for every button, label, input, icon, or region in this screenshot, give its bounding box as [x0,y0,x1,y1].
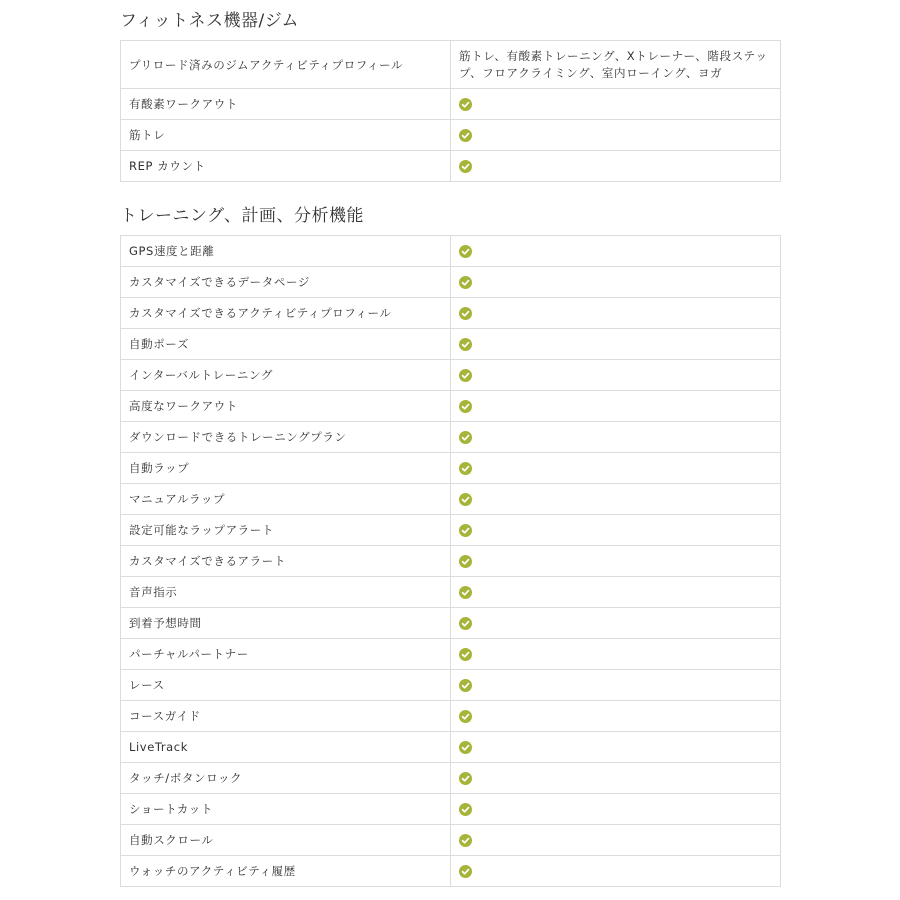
row-label: カスタマイズできるアクティビティプロフィール [121,298,451,329]
row-label: 到着予想時間 [121,608,451,639]
table-row [121,41,781,89]
row-value [451,701,781,732]
row-label: 自動スクロール [121,825,451,856]
section-title-training: トレーニング、計画、分析機能 [120,206,364,226]
check-circle-icon [459,245,472,258]
table-row [121,120,781,151]
check-circle-icon [459,586,472,599]
check-circle-icon [459,338,472,351]
row-label: ショートカット [121,794,451,825]
row-value [451,298,781,329]
row-label: コースガイド [121,701,451,732]
check-circle-icon [459,741,472,754]
row-value [451,484,781,515]
row-label: 筋トレ [121,120,451,151]
row-label: LiveTrack [121,732,451,763]
row-value [451,422,781,453]
table-row [121,236,781,267]
check-circle-icon [459,834,472,847]
row-value [451,267,781,298]
row-value [451,794,781,825]
row-value [451,329,781,360]
row-label: 自動ラップ [121,453,451,484]
check-circle-icon [459,462,472,475]
table-row [121,763,781,794]
row-value [451,856,781,887]
row-value [451,515,781,546]
table-row [121,360,781,391]
row-label: パーチャルパートナー [121,639,451,670]
row-value [451,120,781,151]
row-value [451,151,781,182]
table-row [121,794,781,825]
table-row [121,639,781,670]
table-row [121,701,781,732]
table-row [121,825,781,856]
row-label: 音声指示 [121,577,451,608]
table-row [121,453,781,484]
check-circle-icon [459,679,472,692]
table-row [121,329,781,360]
check-circle-icon [459,431,472,444]
check-circle-icon [459,803,472,816]
row-value [451,236,781,267]
row-label: ウォッチのアクティビティ履歴 [121,856,451,887]
check-circle-icon [459,772,472,785]
row-value [451,763,781,794]
table-row [121,267,781,298]
row-value-text: 筋トレ、有酸素トレーニング、Xトレーナー、階段ステップ、フロアクライミング、室内ローイング、ヨガ [459,48,768,80]
check-circle-icon [459,648,472,661]
check-circle-icon [459,400,472,413]
row-label: タッチ/ボタンロック [121,763,451,794]
check-circle-icon [459,524,472,537]
row-label: マニュアルラップ [121,484,451,515]
check-circle-icon [459,369,472,382]
spec-table-training [120,235,781,887]
check-circle-icon [459,276,472,289]
table-row [121,546,781,577]
table-row [121,515,781,546]
table-row [121,577,781,608]
row-value [451,825,781,856]
table-row [121,422,781,453]
row-label: カスタマイズできるデータページ [121,267,451,298]
row-label: 有酸素ワークアウト [121,89,451,120]
row-label: GPS速度と距離 [121,236,451,267]
row-label: REP カウント [121,151,451,182]
table-row [121,89,781,120]
table-row [121,670,781,701]
check-circle-icon [459,98,472,111]
row-value [451,546,781,577]
table-row [121,391,781,422]
row-value [451,670,781,701]
spec-table-gym [120,40,781,182]
row-label: 高度なワークアウト [121,391,451,422]
row-label: レース [121,670,451,701]
row-label: 設定可能なラップアラート [121,515,451,546]
table-row [121,298,781,329]
row-label: インターバルトレーニング [121,360,451,391]
row-value [451,732,781,763]
row-value [451,639,781,670]
table-row [121,856,781,887]
check-circle-icon [459,129,472,142]
row-value [451,453,781,484]
row-value [451,577,781,608]
table-row [121,608,781,639]
row-value [451,391,781,422]
row-label: カスタマイズできるアラート [121,546,451,577]
row-label: プリロード済みのジムアクティビティプロフィール [121,41,451,89]
check-circle-icon [459,617,472,630]
row-value [451,41,781,89]
section-title-gym: フィットネス機器/ジム [120,11,300,31]
table-row [121,151,781,182]
row-value [451,360,781,391]
check-circle-icon [459,307,472,320]
check-circle-icon [459,555,472,568]
table-row [121,732,781,763]
check-circle-icon [459,493,472,506]
row-label: ダウンロードできるトレーニングプラン [121,422,451,453]
row-value [451,89,781,120]
row-value [451,608,781,639]
check-circle-icon [459,160,472,173]
table-row [121,484,781,515]
check-circle-icon [459,710,472,723]
row-label: 自動ポーズ [121,329,451,360]
check-circle-icon [459,865,472,878]
